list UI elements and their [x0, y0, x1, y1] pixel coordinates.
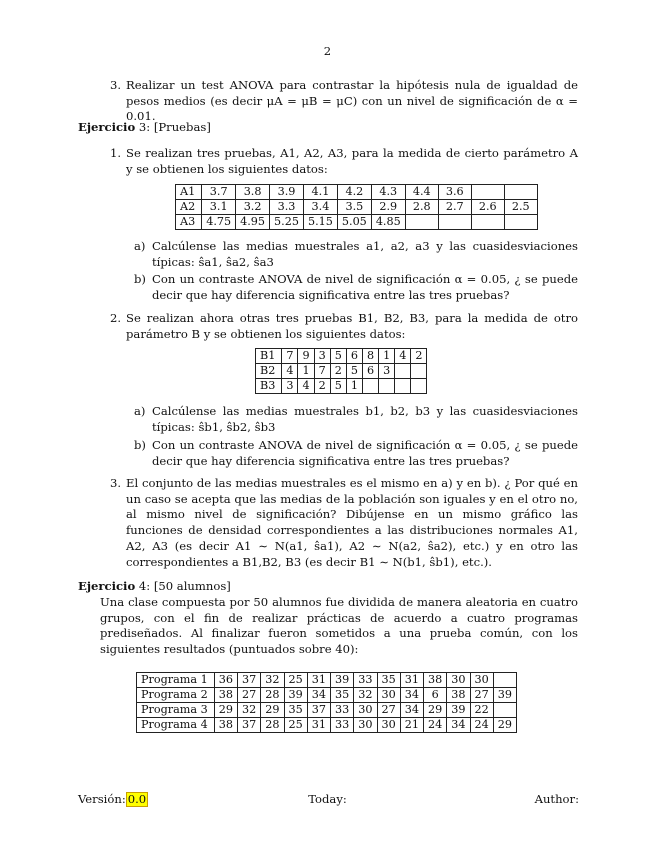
table-cell: 5 [346, 364, 362, 379]
table-cell: 39 [447, 703, 470, 718]
table-cell: 32 [238, 703, 261, 718]
table-cell: 21 [400, 718, 423, 733]
table-cell: 5 [330, 349, 346, 364]
table-cell: 3.4 [303, 200, 337, 215]
table-cell: 5 [330, 379, 346, 394]
table-cell: 29 [214, 703, 237, 718]
item-number: 2. [110, 311, 122, 325]
item-number: 3. [110, 476, 122, 490]
table-cell: 2.5 [504, 200, 537, 215]
row-label-cell: B3 [256, 379, 282, 394]
table-cell: 32 [261, 673, 284, 688]
table-cell: 27 [377, 703, 400, 718]
table-cell: 2.9 [371, 200, 405, 215]
table-cell: 3.8 [236, 185, 270, 200]
table-cell: 3.2 [236, 200, 270, 215]
row-label-cell: Programa 1 [137, 673, 215, 688]
table-cell: 38 [214, 718, 237, 733]
item-text: Se realizan tres pruebas, A1, A2, A3, para la medida de cierto parámetro A y se obtienen los siguientes datos: [126, 146, 578, 176]
table-cell: 38 [214, 688, 237, 703]
version-value: 0.0 [127, 792, 147, 806]
table-cell: 29 [493, 718, 516, 733]
table-cell: 39 [331, 673, 354, 688]
table-cell [405, 215, 438, 230]
table-row [137, 718, 517, 733]
table-cell: 7 [314, 364, 330, 379]
table-cell [493, 703, 516, 718]
table-cell [504, 185, 537, 200]
subitem-label: a) [134, 239, 146, 253]
table-cell: 36 [214, 673, 237, 688]
table-cell: 1 [346, 379, 362, 394]
table-cell [362, 379, 378, 394]
table-cell: 38 [424, 673, 447, 688]
table-cell: 30 [470, 673, 493, 688]
table-cell [395, 364, 411, 379]
table-cell: 38 [447, 688, 470, 703]
table-cell: 4 [395, 349, 411, 364]
table-cell: 1 [298, 364, 314, 379]
table-cell: 35 [377, 673, 400, 688]
exercise-label: Ejercicio [78, 120, 136, 134]
table-row [256, 349, 427, 364]
table-cell: 22 [470, 703, 493, 718]
table-cell: 4.95 [236, 215, 270, 230]
item-number: 3. [110, 78, 122, 92]
row-label-cell: A1 [176, 185, 202, 200]
table-cell: 4.1 [303, 185, 337, 200]
table-cell: 2 [330, 364, 346, 379]
table-cell: 3 [379, 364, 395, 379]
table-cell: 30 [447, 673, 470, 688]
row-label-cell: A2 [176, 200, 202, 215]
table-cell: 6 [362, 364, 378, 379]
table-cell: 34 [400, 703, 423, 718]
table-row [137, 688, 517, 703]
table-cell: 2 [314, 379, 330, 394]
table-cell: 3.9 [270, 185, 304, 200]
row-label-cell: A3 [176, 215, 202, 230]
row-label-cell: Programa 3 [137, 703, 215, 718]
table-cell: 30 [377, 688, 400, 703]
subitem-label: b) [134, 438, 146, 452]
table-cell [379, 379, 395, 394]
table-cell [411, 364, 427, 379]
exercise-label: Ejercicio [78, 579, 136, 593]
table-cell: 5.05 [337, 215, 371, 230]
version-label: Versión: [78, 792, 126, 806]
table-cell: 33 [331, 703, 354, 718]
table-cell: 3.3 [270, 200, 304, 215]
table-cell: 29 [261, 703, 284, 718]
table-cell: 5.25 [270, 215, 304, 230]
table-cell: 33 [331, 718, 354, 733]
row-label-cell: Programa 2 [137, 688, 215, 703]
data-table-programs [136, 672, 517, 733]
table-cell: 8 [362, 349, 378, 364]
table-row [137, 703, 517, 718]
table-row [256, 379, 427, 394]
table-cell: 31 [307, 718, 330, 733]
table-cell: 33 [354, 673, 377, 688]
table-cell [493, 673, 516, 688]
exercise-4-text: Una clase compuesta por 50 alumnos fue dividida de manera aleatoria en cuatro grupos, con el fin de realizar prácticas de acuerdo a cuatro programas prediseñados. Al finalizar fueron sometidos a una prueba común, con los siguientes resultados (puntuados sobre 40): [100, 595, 578, 657]
table-cell: 1 [379, 349, 395, 364]
subitem-text: Con un contraste ANOVA de nivel de significación α = 0.05, ¿ se puede decir que hay diferencia significativa entre las tres pruebas? [152, 438, 578, 468]
table-cell: 2 [411, 349, 427, 364]
subitem-text: Calcúlense las medias muestrales b1, b2, b3 y las cuasidesviaciones típicas: ŝb1, ŝb2, ŝb3 [152, 404, 578, 434]
table-row [176, 215, 538, 230]
table-cell [411, 379, 427, 394]
table-cell: 4.75 [202, 215, 236, 230]
table-cell: 32 [354, 688, 377, 703]
table-cell: 30 [354, 718, 377, 733]
row-label-cell: Programa 4 [137, 718, 215, 733]
table-cell: 25 [284, 673, 307, 688]
table-cell [504, 215, 537, 230]
table-cell: 7 [282, 349, 298, 364]
table-cell: 31 [307, 673, 330, 688]
table-cell: 3 [314, 349, 330, 364]
table-cell: 25 [284, 718, 307, 733]
table-cell: 4 [282, 364, 298, 379]
table-cell: 4 [298, 379, 314, 394]
table-cell: 39 [493, 688, 516, 703]
exercise-3-heading [78, 120, 211, 136]
table-cell: 9 [298, 349, 314, 364]
data-table-a [175, 184, 538, 230]
table-cell: 30 [354, 703, 377, 718]
data-table-b [255, 348, 427, 394]
table-cell: 2.6 [471, 200, 504, 215]
exercise-4-heading [78, 579, 231, 595]
table-cell: 27 [238, 688, 261, 703]
table-cell: 37 [238, 673, 261, 688]
table-cell: 34 [400, 688, 423, 703]
table-cell: 34 [447, 718, 470, 733]
table-cell: 37 [307, 703, 330, 718]
table-cell: 4.2 [337, 185, 371, 200]
table-cell: 37 [238, 718, 261, 733]
item-text: Se realizan ahora otras tres pruebas B1, B2, B3, para la medida de otro parámetro B y se obtienen los siguientes datos: [126, 311, 578, 341]
table-cell: 31 [400, 673, 423, 688]
table-cell [471, 185, 504, 200]
subitem-label: a) [134, 404, 146, 418]
item-text: El conjunto de las medias muestrales es el mismo en a) y en b). ¿ Por qué en un caso se acepta que las medias de la población son iguales y en el otro no, al mismo nivel de significación? Dibújense en un mismo gráfico las funciones de densidad correspondientes a las distribuciones normales A1, A2, A3 (es decir A1 ∼ N(a1, ŝa1), A2 ∼ N(a2, ŝa2), etc.) y en otro las correspondientes a B1,B2, B3 (es decir B1 ∼ N(b1, ŝb1), etc.). [126, 476, 578, 569]
table-row [256, 364, 427, 379]
table-cell: 35 [331, 688, 354, 703]
table-cell: 27 [470, 688, 493, 703]
table-cell: 4.85 [371, 215, 405, 230]
table-cell: 28 [261, 688, 284, 703]
table-cell: 3.1 [202, 200, 236, 215]
table-cell: 6 [346, 349, 362, 364]
subitem-text: Calcúlense las medias muestrales a1, a2, a3 y las cuasidesviaciones típicas: ŝa1, ŝa2, ŝa3 [152, 239, 578, 269]
table-cell: 24 [470, 718, 493, 733]
table-cell [438, 215, 471, 230]
table-cell [471, 215, 504, 230]
table-cell [395, 379, 411, 394]
table-row [176, 200, 538, 215]
author-label: Author: [534, 792, 579, 806]
table-cell: 3.6 [438, 185, 471, 200]
subitem-label: b) [134, 272, 146, 286]
row-label-cell: B2 [256, 364, 282, 379]
item-number: 1. [110, 146, 122, 160]
table-cell: 28 [261, 718, 284, 733]
table-cell: 3.7 [202, 185, 236, 200]
exercise-title: 3: [Pruebas] [135, 120, 211, 134]
table-cell: 34 [307, 688, 330, 703]
table-row [137, 673, 517, 688]
table-cell: 3 [282, 379, 298, 394]
item-text: Realizar un test ANOVA para contrastar la hipótesis nula de igualdad de pesos medios (es decir μA = μB = μC) con un nivel de significación de α = 0.01. [126, 78, 578, 124]
table-cell: 35 [284, 703, 307, 718]
table-cell: 39 [284, 688, 307, 703]
table-cell: 4.4 [405, 185, 438, 200]
subitem-text: Con un contraste ANOVA de nivel de significación α = 0.05, ¿ se puede decir que hay diferencia significativa entre las tres pruebas? [152, 272, 578, 302]
table-cell: 30 [377, 718, 400, 733]
table-cell: 2.8 [405, 200, 438, 215]
table-cell: 24 [424, 718, 447, 733]
table-row [176, 185, 538, 200]
table-cell: 5.15 [303, 215, 337, 230]
page-number: 2 [323, 44, 332, 58]
row-label-cell: B1 [256, 349, 282, 364]
table-cell: 4.3 [371, 185, 405, 200]
exercise-title: 4: [50 alumnos] [135, 579, 231, 593]
table-cell: 29 [424, 703, 447, 718]
table-cell: 6 [424, 688, 447, 703]
today-label: Today: [308, 792, 347, 806]
table-cell: 3.5 [337, 200, 371, 215]
table-cell: 2.7 [438, 200, 471, 215]
